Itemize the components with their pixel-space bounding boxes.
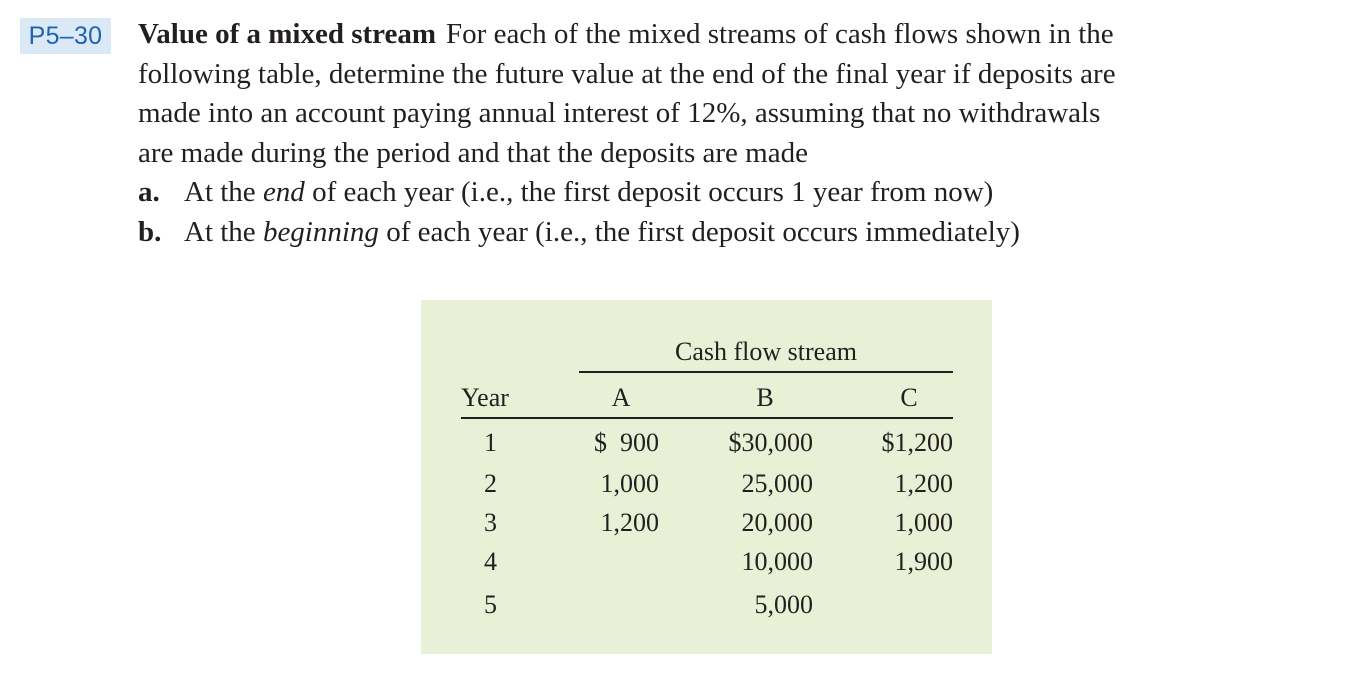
part-a-emphasis: end (262, 176, 305, 209)
row-2-stream-b: 25,000 (741, 469, 813, 498)
problem-title: Value of a mixed stream (138, 18, 437, 50)
problem-line-2: following table, determine the future value at the end of the final year if deposits are (138, 57, 1116, 90)
cash-flow-table (421, 300, 992, 654)
problem-line-3: made into an account paying annual interest of 12%, assuming that no withdrawals (138, 97, 1101, 130)
row-4-stream-b: 10,000 (741, 547, 813, 576)
problem-number: P5–30 (20, 18, 111, 54)
column-header-rule (461, 417, 953, 419)
row-4-stream-c: 1,900 (894, 547, 953, 576)
part-b-emphasis: beginning (262, 215, 379, 248)
row-1-stream-b: $30,000 (728, 428, 813, 457)
row-2-year: 2 (484, 469, 497, 498)
part-a-pre: At the (184, 176, 263, 209)
row-1-year: 1 (484, 428, 497, 457)
header-stream-c: C (900, 383, 918, 412)
problem-statement (0, 0, 1348, 260)
part-a (138, 173, 1318, 213)
part-b-pre: At the (184, 215, 263, 248)
part-b-post: of each year (i.e., the first deposit occurs immediately) (378, 215, 1020, 248)
year-header: Year (461, 383, 509, 412)
header-stream-b: B (756, 383, 774, 412)
row-3-year: 3 (484, 508, 497, 537)
row-5-stream-b: 5,000 (754, 590, 813, 619)
part-b-label: b. (138, 215, 162, 248)
part-a-label: a. (138, 176, 160, 209)
header-stream-a: A (611, 383, 631, 412)
problem-line-1 (138, 15, 1318, 55)
row-1-stream-c: $1,200 (881, 428, 953, 457)
row-2-stream-c: 1,200 (894, 469, 953, 498)
part-b (138, 213, 1318, 253)
row-3-stream-c: 1,000 (894, 508, 953, 537)
problem-line-1-text: For each of the mixed streams of cash flows shown in the (446, 18, 1114, 50)
group-header: Cash flow stream (675, 337, 857, 366)
row-2-stream-a: 1,000 (600, 469, 659, 498)
part-a-post: of each year (i.e., the first deposit occurs 1 year from now) (304, 176, 994, 209)
row-1-stream-a: $ 900 (594, 428, 659, 457)
row-5-year: 5 (484, 590, 497, 619)
row-3-stream-b: 20,000 (741, 508, 813, 537)
row-3-stream-a: 1,200 (600, 508, 659, 537)
problem-text (138, 15, 1318, 253)
group-header-rule (579, 371, 953, 373)
row-4-year: 4 (484, 547, 497, 576)
problem-line-4: are made during the period and that the deposits are made (138, 136, 808, 169)
